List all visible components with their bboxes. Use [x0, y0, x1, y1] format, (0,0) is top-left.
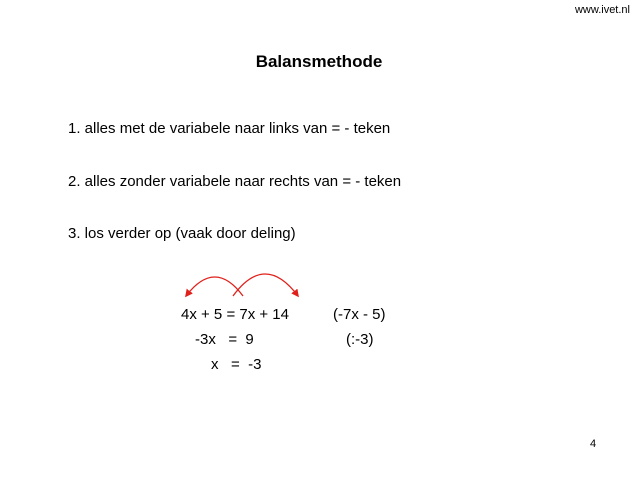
step-3: 3. los verder op (vaak door deling): [68, 225, 296, 242]
operation-line-2: (:-3): [346, 331, 374, 348]
equation-line-1: 4x + 5 = 7x + 14: [181, 306, 289, 323]
operation-line-1: (-7x - 5): [333, 306, 386, 323]
arrow-5-to-right: [233, 274, 298, 296]
step-1: 1. alles met de variabele naar links van = - teken: [68, 120, 391, 137]
arrow-7x-to-left: [186, 277, 243, 296]
page-number: 4: [590, 438, 597, 450]
step-2: 2. alles zonder variabele naar rechts van = - teken: [68, 173, 402, 190]
equation-line-3: x = -3: [211, 356, 262, 373]
equation-line-2: -3x = 9: [195, 331, 254, 348]
site-url: www.ivet.nl: [574, 4, 630, 16]
slide-title: Balansmethode: [255, 52, 383, 71]
